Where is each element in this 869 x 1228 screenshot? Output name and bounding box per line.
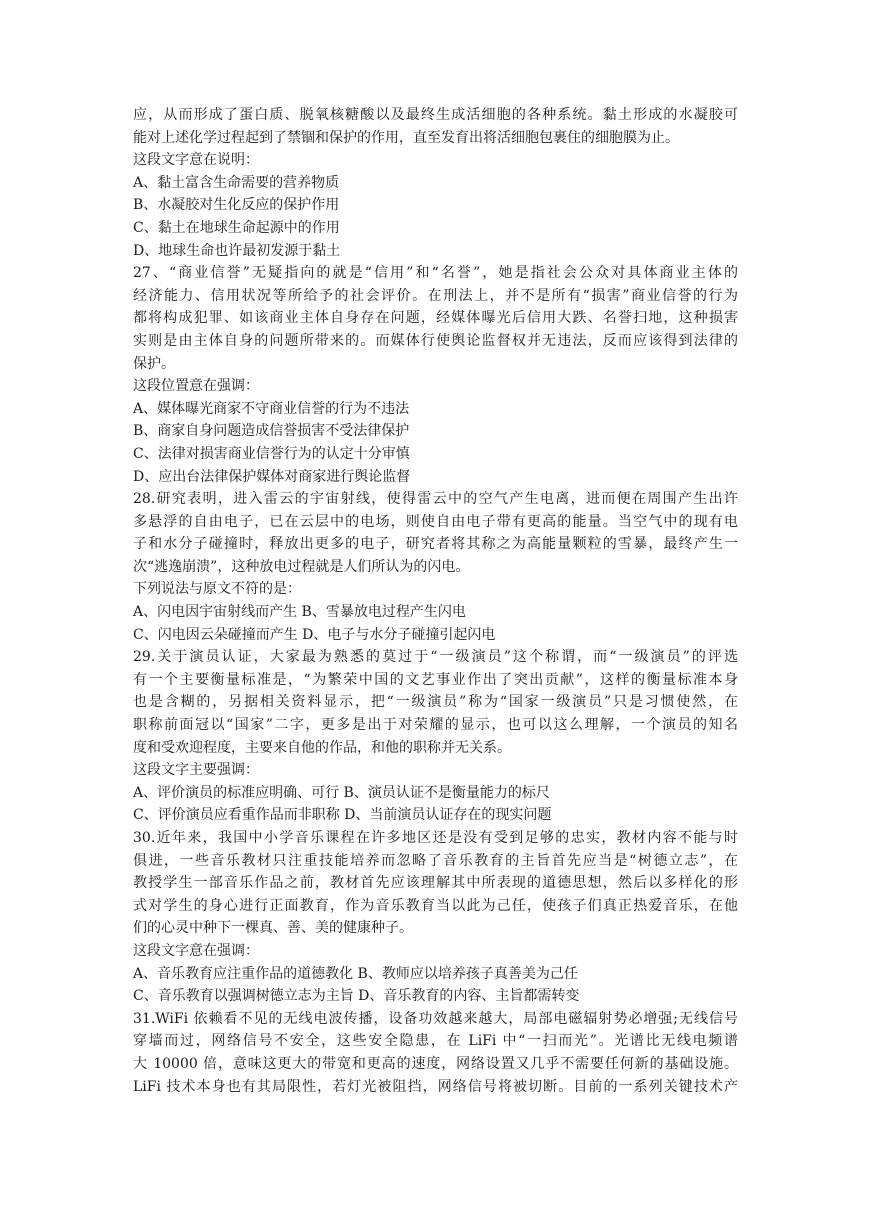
- text-line: 29.关于演员认证，大家最为熟悉的莫过于“一级演员”这个称谓，而“一级演员”的评选: [133, 649, 738, 666]
- text-line: 度和受欢迎程度，主要来自他的作品，和他的职称并无关系。: [133, 739, 511, 756]
- text-line: A、评价演员的标准应明确、可行 B、演员认证不是衡量能力的标尺: [133, 784, 550, 801]
- text-line: 31.WiFi 依赖看不见的无线电波传播，设备功效越来越大，局部电磁辐射势必增强;无线信号: [133, 1010, 738, 1027]
- text-line: 俱进，一些音乐教材只注重技能培养而忽略了音乐教育的主旨首先应当是“树德立志”，在: [133, 852, 738, 869]
- text-line: C、评价演员应看重作品而非职称 D、当前演员认证存在的现实问题: [133, 807, 552, 824]
- text-line: 职称前面冠以“国家”二字，更多是出于对荣耀的显示，也可以这么理解，一个演员的知名: [133, 717, 738, 734]
- text-line: C、黏土在地球生命起源中的作用: [133, 219, 340, 236]
- text-line: 下列说法与原文不符的是：: [133, 581, 301, 598]
- text-line: 这段文字意在强调：: [133, 942, 259, 959]
- text-line: 次“逃逸崩溃”，这种放电过程就是人们所认为的闪电。: [133, 558, 470, 575]
- text-line: 们的心灵中种下一棵真、善、美的健康种子。: [133, 920, 413, 937]
- text-line: 27、“商业信誉”无疑指向的就是“信用”和“名誉”，她是指社会公众对具体商业主体的: [133, 265, 738, 282]
- text-line: 大 10000 倍，意味这更大的带宽和更高的速度，网络设置又几乎不需要任何新的基础设施。: [133, 1055, 738, 1072]
- text-line: 应，从而形成了蛋白质、脱氧核糖酸以及最终生成活细胞的各种系统。黏土形成的水凝胶可: [133, 107, 738, 123]
- text-line: 这段文字意在说明：: [133, 152, 259, 169]
- text-line: A、闪电因宇宙射线而产生 B、雪暴放电过程产生闪电: [133, 604, 466, 621]
- document-page: [133, 104, 738, 1098]
- text-line: A、音乐教育应注重作品的道德教化 B、教师应以培养孩子真善美为己任: [133, 965, 578, 982]
- text-line: 式对学生的身心进行正面教育，作为音乐教育当以此为己任，使孩子们真正热爱音乐，在他: [133, 897, 738, 914]
- text-line: 都将构成犯罪、如该商业主体自身存在问题，经媒体曝光后信用大跌、名誉扫地，这种损害: [133, 310, 738, 327]
- text-line: LiFi 技术本身也有其局限性，若灯光被阻挡，网络信号将被切断。目前的一系列关键技术产: [133, 1078, 738, 1095]
- text-line: 能对上述化学过程起到了禁锢和保护的作用，直至发育出将活细胞包裹住的细胞膜为止。: [133, 129, 679, 146]
- text-line: A、媒体曝光商家不守商业信誉的行为不违法: [133, 400, 410, 417]
- text-line: 多悬浮的自由电子，已在云层中的电场，则使自由电子带有更高的能量。当空气中的现有电: [133, 513, 738, 530]
- text-line: D、地球生命也许最初发源于黏土: [133, 242, 341, 259]
- text-line: B、水凝胶对生化反应的保护作用: [133, 197, 340, 214]
- text-line: 有一个主要衡量标准是，“为繁荣中国的文艺事业作出了突出贡献”，这样的衡量标准本身: [133, 671, 738, 688]
- text-line: 子和水分子碰撞时，释放出更多的电子，研究者将其称之为高能量颗粒的雪暴，最终产生一: [133, 536, 738, 553]
- text-line: 保护。: [133, 355, 175, 372]
- text-line: C、闪电因云朵碰撞而产生 D、电子与水分子碰撞引起闪电: [133, 626, 496, 643]
- text-line: 这段文字主要强调：: [133, 762, 259, 779]
- text-line: C、音乐教育以强调树德立志为主旨 D、音乐教育的内容、主旨都需转变: [133, 988, 580, 1005]
- text-line: 实则是由主体自身的问题所带来的。而媒体行使舆论监督权并无违法，反而应该得到法律的: [133, 332, 738, 349]
- text-line: 也是含糊的，另据相关资料显示，把“一级演员”称为“国家一级演员”只是习惯使然，在: [133, 694, 738, 711]
- text-line: 30.近年来，我国中小学音乐课程在许多地区还是没有受到足够的忠实，教材内容不能与时: [133, 830, 738, 846]
- text-line: 穿墙而过，网络信号不安全，这些安全隐患，在 LiFi 中“一扫而光”。光谱比无线电频谱: [133, 1033, 738, 1050]
- text-line: 28.研究表明，进入雷云的宇宙射线，使得雷云中的空气产生电离，进而便在周围产生出许: [133, 491, 738, 508]
- text-line: 这段位置意在强调：: [133, 378, 259, 395]
- text-line: C、法律对损害商业信誉行为的认定十分审慎: [133, 445, 410, 462]
- text-line: D、应出台法律保护媒体对商家进行舆论监督: [133, 468, 411, 485]
- text-line: A、黏土富含生命需要的营养物质: [133, 174, 340, 191]
- text-line: 经济能力、信用状况等所给予的社会评价。在刑法上，并不是所有“损害”商业信誉的行为: [133, 287, 738, 304]
- text-line: 教授学生一部音乐作品之前，教材首先应该理解其中所表现的道德思想，然后以多样化的形: [133, 875, 738, 892]
- text-line: B、商家自身问题造成信誉损害不受法律保护: [133, 423, 410, 440]
